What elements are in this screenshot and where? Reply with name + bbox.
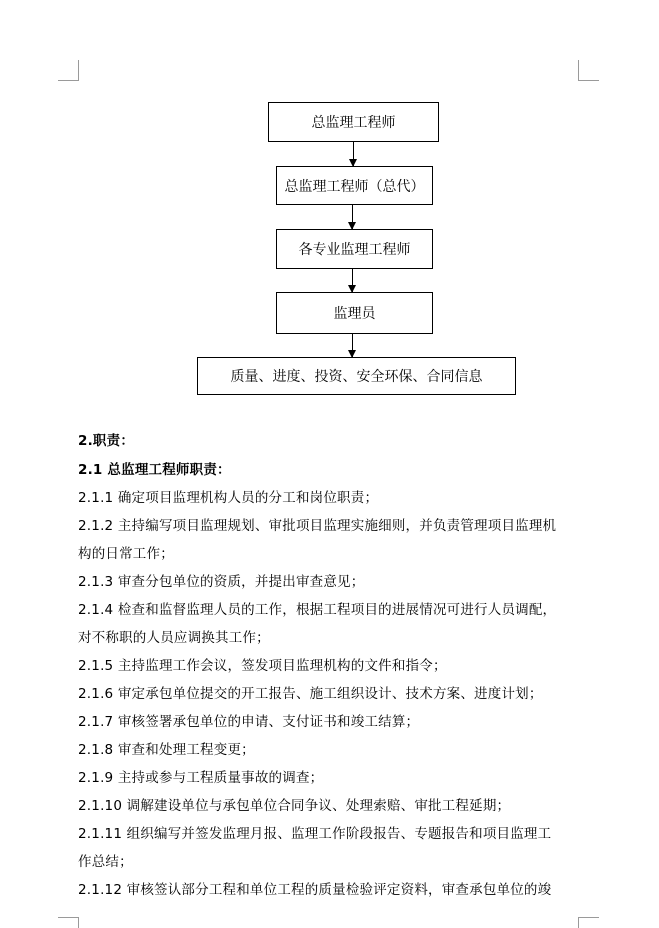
duty-item: 2.1.7 审核签署承包单位的申请、支付证书和竣工结算；	[78, 714, 420, 730]
duty-item: 2.1.2 主持编写项目监理规划、审批项目监理实施细则，并负责管理项目监理机	[78, 518, 557, 534]
crop-mark-top-right	[578, 60, 599, 81]
duty-item: 2.1.5 主持监理工作会议，签发项目监理机构的文件和指令；	[78, 658, 447, 674]
org-box-specialty-engineers: 各专业监理工程师	[276, 229, 433, 269]
duty-item-continuation: 构的日常工作；	[78, 546, 174, 562]
duty-item: 2.1.1 确定项目监理机构人员的分工和岗位职责；	[78, 490, 379, 506]
duty-item-continuation: 作总结；	[78, 854, 133, 870]
org-box-deputy-engineer: 总监理工程师（总代）	[276, 166, 433, 205]
org-box-responsibility-areas: 质量、进度、投资、安全环保、合同信息	[197, 357, 516, 395]
duty-item: 2.1.4 检查和监督监理人员的工作，根据工程项目的进展情况可进行人员调配，	[78, 602, 557, 618]
arrow-down	[352, 334, 353, 357]
duty-item: 2.1.6 审定承包单位提交的开工报告、施工组织设计、技术方案、进度计划；	[78, 686, 543, 702]
duty-item-continuation: 对不称职的人员应调换其工作；	[78, 630, 270, 646]
crop-mark-bottom-left	[58, 917, 79, 928]
duty-item: 2.1.9 主持或参与工程质量事故的调查；	[78, 770, 324, 786]
subsection-heading: 2.1 总监理工程师职责：	[78, 462, 231, 478]
duty-item: 2.1.11 组织编写并签发监理月报、监理工作阶段报告、专题报告和项目监理工	[78, 826, 552, 842]
org-box-chief-engineer: 总监理工程师	[268, 102, 439, 142]
crop-mark-top-left	[58, 60, 79, 81]
org-box-supervisor: 监理员	[276, 292, 433, 334]
duty-item: 2.1.3 审查分包单位的资质，并提出审查意见；	[78, 574, 365, 590]
arrow-down	[352, 269, 353, 292]
arrow-down	[353, 142, 354, 166]
duty-item: 2.1.10 调解建设单位与承包单位合同争议、处理索赔、审批工程延期；	[78, 798, 511, 814]
arrow-down	[352, 205, 353, 229]
duty-item: 2.1.8 审查和处理工程变更；	[78, 742, 255, 758]
crop-mark-bottom-right	[578, 917, 599, 928]
section-heading: 2.职责：	[78, 433, 135, 449]
duty-item: 2.1.12 审核签认部分工程和单位工程的质量检验评定资料，审查承包单位的竣	[78, 882, 552, 898]
